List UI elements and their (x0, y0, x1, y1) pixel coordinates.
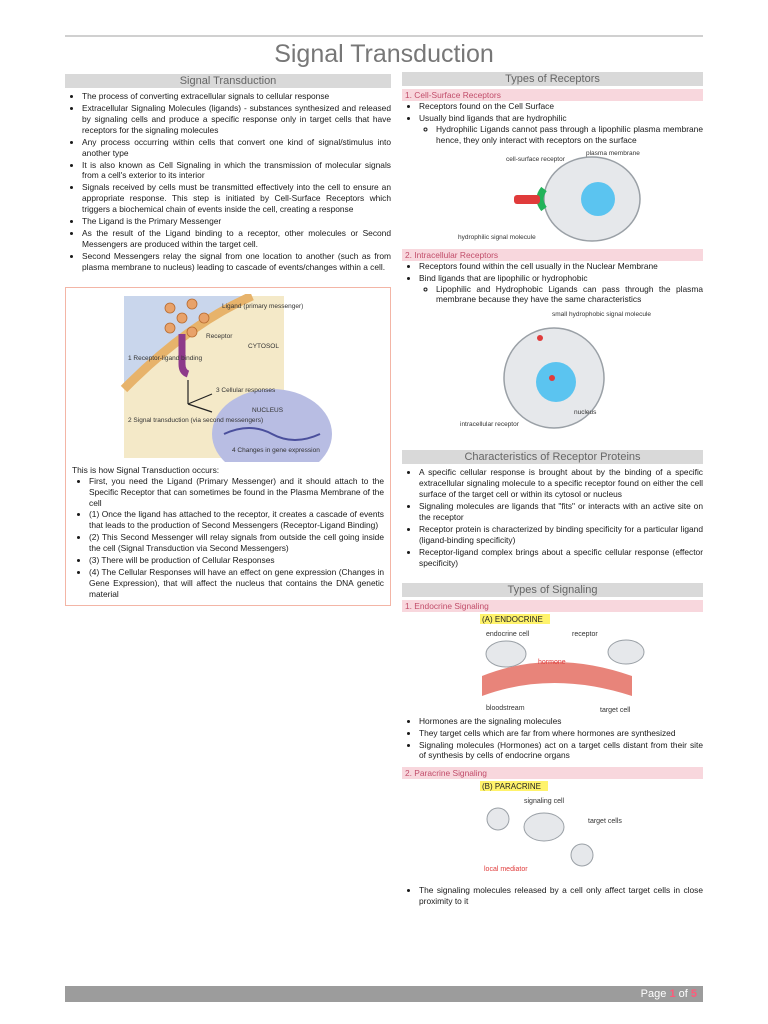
signal-molecule-icon (537, 335, 543, 341)
fig-label-cytosol: CYTOSOL (248, 342, 279, 350)
fig-label-signaling-cell: signaling cell (524, 798, 565, 806)
fig-label-step4: 4 Changes in gene expression (232, 446, 320, 454)
fig-label-nucleus: NUCLEUS (252, 406, 284, 414)
target-cell-shape (571, 844, 593, 866)
top-rule (65, 35, 703, 37)
subheader-cell-surface-receptors: 1. Cell-Surface Receptors (402, 89, 703, 101)
sub-list-item: ◦ Lipophilic and Hydrophobic Ligands can pass through the plasma membrane because they have the same characteristics (436, 284, 703, 306)
fig-label-step1: 1 Receptor-ligand binding (128, 354, 203, 362)
list-item: • The process of converting extracellular signals to cellular response (82, 91, 391, 102)
list-item (419, 273, 703, 306)
list-item-text: Bind ligands that are lipophilic or hydrophobic (419, 272, 588, 283)
section-header-characteristics: Characteristics of Receptor Proteins (402, 450, 703, 464)
fig-label-cell-surface-receptor: cell-surface receptor (506, 155, 565, 163)
list-item: • (4) The Cellular Responses will have an effect on gene expression (Changes in Gene Expression), that will affect the nucleus that contains the DNA genetic material (89, 567, 384, 600)
section-header-signal-transduction: Signal Transduction (65, 74, 391, 88)
fig-label-intracellular-receptor: intracellular receptor (460, 421, 519, 429)
fig-label-endocrine-cell: endocrine cell (486, 630, 530, 638)
endocrine-cell-shape (486, 641, 526, 667)
fig-label-paracrine: (B) PARACRINE (482, 782, 541, 792)
page-of: of (678, 988, 688, 1000)
list-item: • Signaling molecules are ligands that "fits" or interacts with an active site on the receptor (419, 501, 703, 523)
cell-surface-receptor-diagram (402, 147, 703, 249)
figure-caption: This is how Signal Transduction occurs: (72, 464, 220, 475)
fig-label-plasma-membrane: plasma membrane (586, 149, 640, 157)
page-title: Signal Transduction (274, 40, 494, 68)
fig-label-hormone: hormone (538, 658, 566, 666)
sub-list-item: ◦ Hydrophilic Ligands cannot pass through a lipophilic plasma membrane hence, they only interact with receptors on the surface (436, 124, 703, 146)
fig-label-ligand: Ligand (primary messenger) (222, 302, 304, 310)
list-item: • (3) There will be production of Cellular Responses (89, 555, 384, 566)
fig-label-local-mediator: local mediator (484, 866, 528, 874)
list-item: • (2) This Second Messenger will relay signals from outside the cell going inside the cell (Signal Transduction via Second Messengers) (89, 532, 384, 554)
list-item: • The signaling molecules released by a cell only affect target cells in close proximity to it (419, 885, 703, 907)
section-header-types-of-signaling: Types of Signaling (402, 583, 703, 597)
fig-label-endocrine: (A) ENDOCRINE (482, 614, 543, 624)
fig-label-hydrophilic: hydrophilic signal molecule (458, 233, 536, 241)
nucleus-shape (536, 362, 576, 402)
list-item: • Hormones are the signaling molecules (419, 716, 703, 727)
list-item: • First, you need the Ligand (Primary Messenger) and it should attach to the Specific Receptor that can sometimes be found in the Plasma Membrane of the cell (89, 476, 384, 509)
right-column (402, 72, 703, 908)
figure-steps-list (72, 476, 384, 600)
paracrine-list (402, 885, 703, 907)
list-item: • As the result of the Ligand binding to a receptor, other molecules or Second Messengers are produced within the target cell. (82, 228, 391, 250)
list-item: • The Ligand is the Primary Messenger (82, 216, 391, 227)
intracellular-list (402, 261, 703, 306)
intro-list (65, 91, 391, 273)
list-item: • Signals received by cells must be transmitted effectively into the cell to ensure an appropriate response. This step is initiated by Cell-Surface Receptors which triggers a biochemical chain of events inside the cell, creating a response (82, 182, 391, 215)
page-current: 1 (669, 988, 676, 1000)
bound-molecule-icon (549, 375, 555, 381)
fig-label-small-hydrophobic: small hydrophobic signal molecule (552, 311, 651, 319)
section-header-types-of-receptors: Types of Receptors (402, 72, 703, 86)
cell-surface-list (402, 101, 703, 146)
list-item: • Second Messengers relay the signal from one location to another (such as from plasma membrane to nucleus) leading to cascade of events/changes within a cell. (82, 251, 391, 273)
list-item: • (1) Once the ligand has attached to the receptor, it creates a cascade of events that leads to the production of Second Messengers (Receptor-Ligand Binding) (89, 509, 384, 531)
list-item: • Extracellular Signaling Molecules (ligands) - substances synthesized and released by signaling cells and produce a specific response only in target cells that have receptors for the signaling molecules (82, 103, 391, 136)
target-cell-shape (487, 808, 509, 830)
subheader-paracrine: 2. Paracrine Signaling (402, 767, 703, 779)
signal-transduction-figure-box (65, 287, 391, 606)
list-item: • They target cells which are far from where hormones are synthesized (419, 728, 703, 739)
list-item: • Receptors found within the cell usually in the Nuclear Membrane (419, 261, 703, 272)
footer-bar (65, 986, 703, 1002)
subheader-intracellular-receptors: 2. Intracellular Receptors (402, 249, 703, 261)
page-indicator (641, 987, 697, 1001)
target-cell-shape (608, 640, 644, 664)
fig-label-target-cell: target cell (600, 706, 631, 714)
left-column (65, 74, 391, 616)
list-item: • Signaling molecules (Hormones) act on a target cells distant from their site of synthesis by cells of endocrine organs (419, 740, 703, 762)
list-item: • Receptor protein is characterized by binding specificity for a particular ligand (ligand-binding specificity) (419, 524, 703, 546)
list-item: • It is also known as Cell Signaling in which the transmission of molecular signals from a cell's exterior to its interior (82, 160, 391, 182)
page-label: Page (640, 988, 667, 1000)
list-item-text: Usually bind ligands that are hydrophilic (419, 112, 567, 123)
fig-label-receptor: receptor (572, 630, 598, 638)
fig-label-step2: 2 Signal transduction (via second messengers) (128, 416, 264, 424)
fig-label-bloodstream: bloodstream (486, 704, 525, 712)
fig-label-target-cells: target cells (588, 818, 622, 826)
signal-transduction-diagram (72, 294, 384, 462)
nucleus-shape (581, 182, 615, 216)
receptor-icon (540, 189, 544, 209)
hydrophilic-molecule-icon (514, 195, 540, 204)
fig-label-nucleus: nucleus (574, 409, 597, 417)
paracrine-diagram (402, 779, 703, 885)
characteristics-list (402, 467, 703, 568)
list-item: • A specific cellular response is brought about by the binding of a specific extracellular signaling molecule to a specific receptor found on either the cell surface of the target cell or within its cytosol or nucleus (419, 467, 703, 500)
intracellular-receptor-diagram (402, 306, 703, 444)
fig-label-receptor: Receptor (206, 332, 233, 340)
signaling-cell-shape (524, 813, 564, 841)
subheader-endocrine: 1. Endocrine Signaling (402, 600, 703, 612)
list-item: • Receptor-ligand complex brings about a specific cellular response (effector specificity) (419, 547, 703, 569)
list-item: • Receptors found on the Cell Surface (419, 101, 703, 112)
endocrine-diagram (402, 612, 703, 716)
endocrine-list (402, 716, 703, 762)
list-item: • Any process occurring within cells that convert one kind of signal/stimulus into another type (82, 137, 391, 159)
fig-label-step3: 3 Cellular responses (216, 386, 276, 394)
list-item (419, 113, 703, 146)
page-total: 5 (690, 988, 697, 1000)
